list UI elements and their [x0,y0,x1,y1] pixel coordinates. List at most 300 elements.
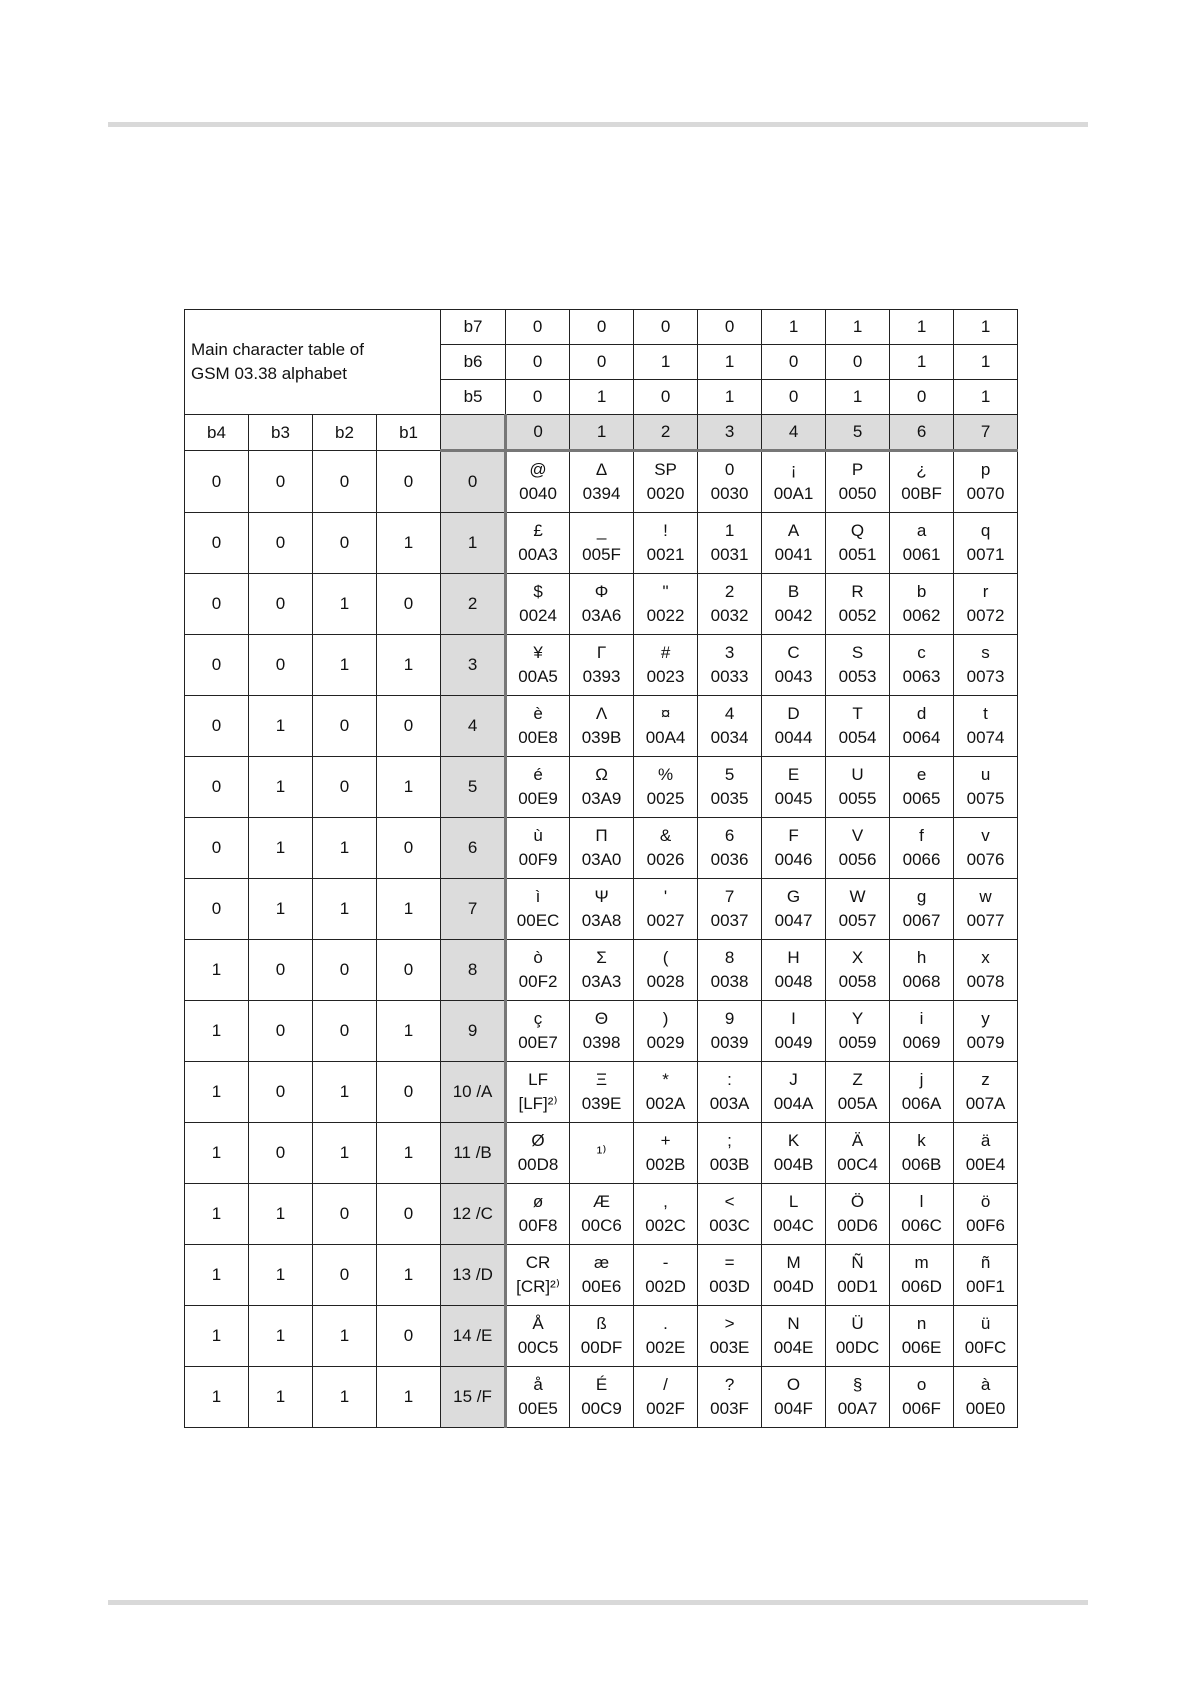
char-cell [570,1367,634,1428]
char-glyph: v [981,826,990,846]
bit-label-b6: b6 [441,345,506,380]
char-glyph: b [916,582,927,602]
bit-value: 1 [249,1184,313,1245]
char-cell [698,513,762,574]
header-cell: 0 [762,380,826,415]
char-glyph: CR [525,1253,551,1273]
char-glyph: L [788,1192,799,1212]
char-cell [570,940,634,1001]
char-glyph: Σ [596,948,607,968]
char-cell [954,1184,1018,1245]
char-glyph: ì [535,887,541,907]
char-cell [890,451,954,513]
char-glyph: T [852,704,863,724]
char-glyph: ñ [980,1253,991,1273]
char-glyph: H [787,948,800,968]
row-index: 9 [441,1001,506,1062]
char-code: 007A [965,1094,1006,1113]
char-glyph: % [657,765,674,785]
char-code: 002F [646,1399,685,1418]
char-cell [634,574,698,635]
bit-value: 1 [185,1001,249,1062]
row-index: 15 /F [441,1367,506,1428]
char-code: 0061 [902,545,941,564]
char-code: 0072 [966,606,1005,625]
column-index: 3 [698,415,762,451]
char-code: 00E6 [581,1277,622,1296]
char-glyph: J [789,1070,798,1090]
char-code: 0079 [966,1033,1005,1052]
char-glyph: # [660,643,671,663]
char-glyph: W [849,887,866,907]
char-code: 002E [645,1338,686,1357]
char-glyph: ç [533,1009,543,1029]
char-cell [954,879,1018,940]
column-index: 0 [506,415,570,451]
char-cell [762,879,826,940]
row-index: 5 [441,757,506,818]
char-glyph: Å [532,1314,544,1334]
char-glyph: Ñ [851,1253,864,1273]
char-glyph: é [533,765,543,785]
header-cell: 0 [634,310,698,345]
char-glyph: = [724,1253,735,1273]
char-glyph: s [981,643,990,663]
char-cell [570,451,634,513]
char-glyph: x [981,948,990,968]
bit-value: 0 [377,1306,441,1367]
char-code: 0045 [774,789,813,808]
header-rule [108,122,1088,127]
char-cell [698,696,762,757]
char-glyph: & [659,826,672,846]
char-glyph: ä [980,1131,991,1151]
char-cell [826,818,890,879]
char-code: 0023 [646,667,685,686]
char-code: 00A4 [645,728,686,747]
char-cell [570,696,634,757]
row-index: 6 [441,818,506,879]
char-glyph: Q [850,521,865,541]
char-code: 0066 [902,850,941,869]
bit-value: 1 [377,879,441,940]
char-glyph: l [919,1192,924,1212]
header-cell: 0 [890,380,954,415]
bit-value: 0 [377,574,441,635]
column-index: 7 [954,415,1018,451]
column-index: 2 [634,415,698,451]
bit-value: 0 [313,1184,377,1245]
char-glyph: 5 [724,765,735,785]
char-cell [826,696,890,757]
char-code: 002D [645,1277,686,1296]
row-index: 2 [441,574,506,635]
bit-value: 0 [249,1062,313,1123]
char-cell [890,1306,954,1367]
header-cell: 1 [762,310,826,345]
bit-value: 1 [249,1245,313,1306]
char-cell [890,635,954,696]
char-code: 0025 [646,789,685,808]
char-code: 0043 [774,667,813,686]
char-cell [506,1245,570,1306]
char-code: 0041 [774,545,813,564]
char-glyph: P [851,460,864,480]
char-glyph: M [786,1253,801,1273]
bit-value: 0 [377,940,441,1001]
char-code: 0030 [710,484,749,503]
char-glyph: ø [532,1192,544,1212]
char-code: 00E5 [518,1399,558,1418]
table-row [185,1245,1018,1306]
char-code: 0065 [902,789,941,808]
header-cell: 1 [954,310,1018,345]
char-cell [826,1001,890,1062]
char-cell [890,1367,954,1428]
char-code: 0042 [774,606,813,625]
bit-value: 1 [377,635,441,696]
char-code: 0039 [710,1033,749,1052]
bit-value: 0 [313,513,377,574]
char-code: 0034 [710,728,749,747]
row-index: 3 [441,635,506,696]
char-glyph: Ξ [596,1070,608,1090]
row-index: 0 [441,451,506,513]
char-cell [762,574,826,635]
char-glyph: I [791,1009,796,1029]
char-code: 0047 [774,911,813,930]
char-cell [698,635,762,696]
char-code: 0040 [519,484,557,503]
bit-value: 1 [377,1123,441,1184]
bit-value: 0 [313,451,377,513]
char-glyph: o [916,1375,927,1395]
char-code: 0057 [838,911,877,930]
char-code: 039E [581,1094,622,1113]
header-cell: 0 [826,345,890,380]
char-glyph: a [916,521,927,541]
char-glyph: ß [596,1314,607,1334]
char-cell [954,818,1018,879]
char-glyph: d [916,704,927,724]
char-code: 0062 [902,606,941,625]
char-glyph: 8 [724,948,735,968]
char-cell [506,574,570,635]
char-code: 0037 [710,911,749,930]
char-cell [698,574,762,635]
char-cell [634,818,698,879]
table-row [185,940,1018,1001]
char-cell [890,1001,954,1062]
char-code: 0069 [902,1033,941,1052]
char-code: 003E [709,1338,750,1357]
char-code: 00A7 [837,1399,878,1418]
char-glyph: _ [596,521,607,541]
char-cell [506,1184,570,1245]
char-glyph: LF [528,1070,548,1090]
char-glyph: 9 [724,1009,735,1029]
bit-value: 0 [377,818,441,879]
char-code: 006C [901,1216,942,1235]
char-cell [570,574,634,635]
char-cell [570,818,634,879]
bit-label-b5: b5 [441,380,506,415]
bit-value: 0 [377,451,441,513]
bit-value: 0 [249,1001,313,1062]
header-cell: 1 [954,380,1018,415]
char-code: 0027 [646,911,685,930]
char-glyph: X [851,948,864,968]
bit-value: 0 [185,879,249,940]
char-code: 0024 [519,606,557,625]
char-cell [570,1123,634,1184]
char-code: 00A3 [518,545,558,564]
char-code: 0022 [646,606,685,625]
char-code: 0078 [966,972,1005,991]
char-cell [698,1001,762,1062]
char-glyph: y [981,1009,990,1029]
char-cell [890,757,954,818]
char-code: 0029 [646,1033,685,1052]
char-code: 002B [645,1155,686,1174]
char-glyph: k [917,1131,926,1151]
char-code: 00D6 [837,1216,878,1235]
char-cell [506,635,570,696]
char-cell [890,1184,954,1245]
char-glyph: § [852,1375,863,1395]
bit-value: 0 [313,1245,377,1306]
bit-value: 1 [313,574,377,635]
char-glyph: m [914,1253,929,1273]
char-cell [506,513,570,574]
char-cell [954,1306,1018,1367]
bit-value: 0 [249,574,313,635]
char-code: 00F6 [966,1216,1005,1235]
char-code: 004D [773,1277,814,1296]
char-code: 0068 [902,972,941,991]
char-glyph: w [979,887,992,907]
char-code: 00C9 [581,1399,622,1418]
char-cell [762,513,826,574]
bit-value: 0 [249,1123,313,1184]
bit-value: 0 [249,635,313,696]
char-code: 0038 [710,972,749,991]
char-cell [826,1184,890,1245]
char-code: 00E4 [965,1155,1006,1174]
bit-value: 1 [313,1367,377,1428]
char-glyph: E [787,765,800,785]
char-code: 005F [582,545,621,564]
column-index: 1 [570,415,634,451]
char-code: 00C4 [837,1155,878,1174]
char-glyph: h [916,948,927,968]
char-cell [634,1062,698,1123]
bit-value: 0 [249,940,313,1001]
char-cell [762,635,826,696]
bit-value: 0 [185,513,249,574]
bit-value: 0 [185,696,249,757]
char-cell [826,574,890,635]
bit-value: 1 [249,696,313,757]
char-glyph: æ [593,1253,610,1273]
row-index: 10 /A [441,1062,506,1123]
table-title-line1: Main character table of [191,340,364,360]
char-code: 03A0 [581,850,622,869]
char-cell [634,879,698,940]
char-cell [698,451,762,513]
header-cell: 1 [698,345,762,380]
char-glyph: * [662,1070,669,1090]
char-code: 006A [901,1094,942,1113]
char-glyph: B [787,582,800,602]
char-cell [762,1001,826,1062]
char-glyph: ( [662,948,669,968]
bit-value: 1 [185,1245,249,1306]
char-glyph: > [724,1314,735,1334]
table-title-line2: GSM 03.38 alphabet [191,364,347,383]
bit-value: 1 [313,1306,377,1367]
bit-value: 1 [377,1001,441,1062]
row-index: 8 [441,940,506,1001]
char-cell [570,1245,634,1306]
char-code: 00BF [901,484,942,503]
header-cell: 1 [890,310,954,345]
table-row [185,757,1018,818]
char-cell [698,757,762,818]
gsm-character-table [184,309,1018,1428]
bit-label-b1: b1 [377,415,441,451]
char-glyph: < [724,1192,735,1212]
char-cell [954,513,1018,574]
char-glyph: p [980,460,991,480]
char-glyph: O [786,1375,801,1395]
char-cell [826,635,890,696]
char-glyph: 3 [724,643,735,663]
bit-label-b2: b2 [313,415,377,451]
char-glyph: Δ [595,460,608,480]
char-cell [890,696,954,757]
row-index: 11 /B [441,1123,506,1184]
char-code: 00F8 [518,1216,558,1235]
char-cell [826,1245,890,1306]
char-code: 00DC [835,1338,880,1357]
table-row [185,513,1018,574]
char-cell [826,940,890,1001]
char-code: 03A6 [581,606,622,625]
char-glyph: C [787,643,800,663]
char-cell [954,1367,1018,1428]
footer-rule [108,1600,1088,1605]
bit-value: 1 [313,818,377,879]
char-cell [634,757,698,818]
char-glyph: g [916,887,927,907]
char-cell [826,451,890,513]
char-glyph: ¿ [916,460,927,480]
char-code: 0051 [838,545,877,564]
char-cell [506,879,570,940]
char-code: [CR]²⁾ [516,1277,560,1296]
char-glyph: U [851,765,864,785]
char-glyph: c [917,643,926,663]
char-glyph: É [595,1375,608,1395]
char-cell [762,1062,826,1123]
header-cell: 0 [506,380,570,415]
char-code: 0026 [646,850,685,869]
char-cell [570,1001,634,1062]
char-code: 00EC [516,911,560,930]
char-cell [570,879,634,940]
char-glyph: N [787,1314,800,1334]
char-cell [954,757,1018,818]
char-cell [698,1184,762,1245]
char-glyph: q [980,521,991,541]
bit-value: 1 [313,635,377,696]
char-cell [826,513,890,574]
char-glyph: F [788,826,799,846]
char-code: 00E7 [518,1033,558,1052]
bit-value: 1 [185,1306,249,1367]
bit-value: 1 [313,879,377,940]
char-code: 0063 [902,667,941,686]
char-cell [634,940,698,1001]
bit-value: 1 [185,1123,249,1184]
bit-value: 1 [185,1367,249,1428]
char-glyph: V [851,826,864,846]
char-code: 0059 [838,1033,877,1052]
table-row [185,451,1018,513]
char-code: 006E [901,1338,942,1357]
char-glyph: à [980,1375,991,1395]
char-cell [634,513,698,574]
char-code: 00D1 [837,1277,878,1296]
char-code: 00D8 [517,1155,559,1174]
char-glyph: 7 [724,887,735,907]
char-glyph: ' [663,887,668,907]
corner-cell [441,415,506,451]
char-code: 0028 [646,972,685,991]
char-glyph: / [663,1375,668,1395]
column-index: 4 [762,415,826,451]
char-code: 0398 [582,1033,621,1052]
char-code: 006D [901,1277,942,1296]
char-glyph: u [980,765,991,785]
char-glyph: Π [595,826,608,846]
char-code: 0020 [646,484,685,503]
char-glyph: + [660,1131,671,1151]
char-code: 003A [709,1094,750,1113]
char-glyph: 6 [724,826,735,846]
char-glyph: f [919,826,924,846]
bit-value: 0 [185,757,249,818]
header-cell: 1 [634,345,698,380]
row-index: 13 /D [441,1245,506,1306]
char-code: 00E0 [965,1399,1006,1418]
header-cell: 0 [506,345,570,380]
char-code: 003D [709,1277,750,1296]
char-glyph: Ö [850,1192,865,1212]
char-glyph: Æ [593,1192,611,1212]
char-code: 003B [709,1155,750,1174]
char-glyph: " [662,582,669,602]
bit-value: 1 [185,1184,249,1245]
bit-value: 1 [185,1062,249,1123]
char-code: 003C [709,1216,750,1235]
char-cell [506,451,570,513]
char-code: 0077 [966,911,1005,930]
char-code: 0033 [710,667,749,686]
char-cell [570,1062,634,1123]
bit-value: 0 [185,818,249,879]
